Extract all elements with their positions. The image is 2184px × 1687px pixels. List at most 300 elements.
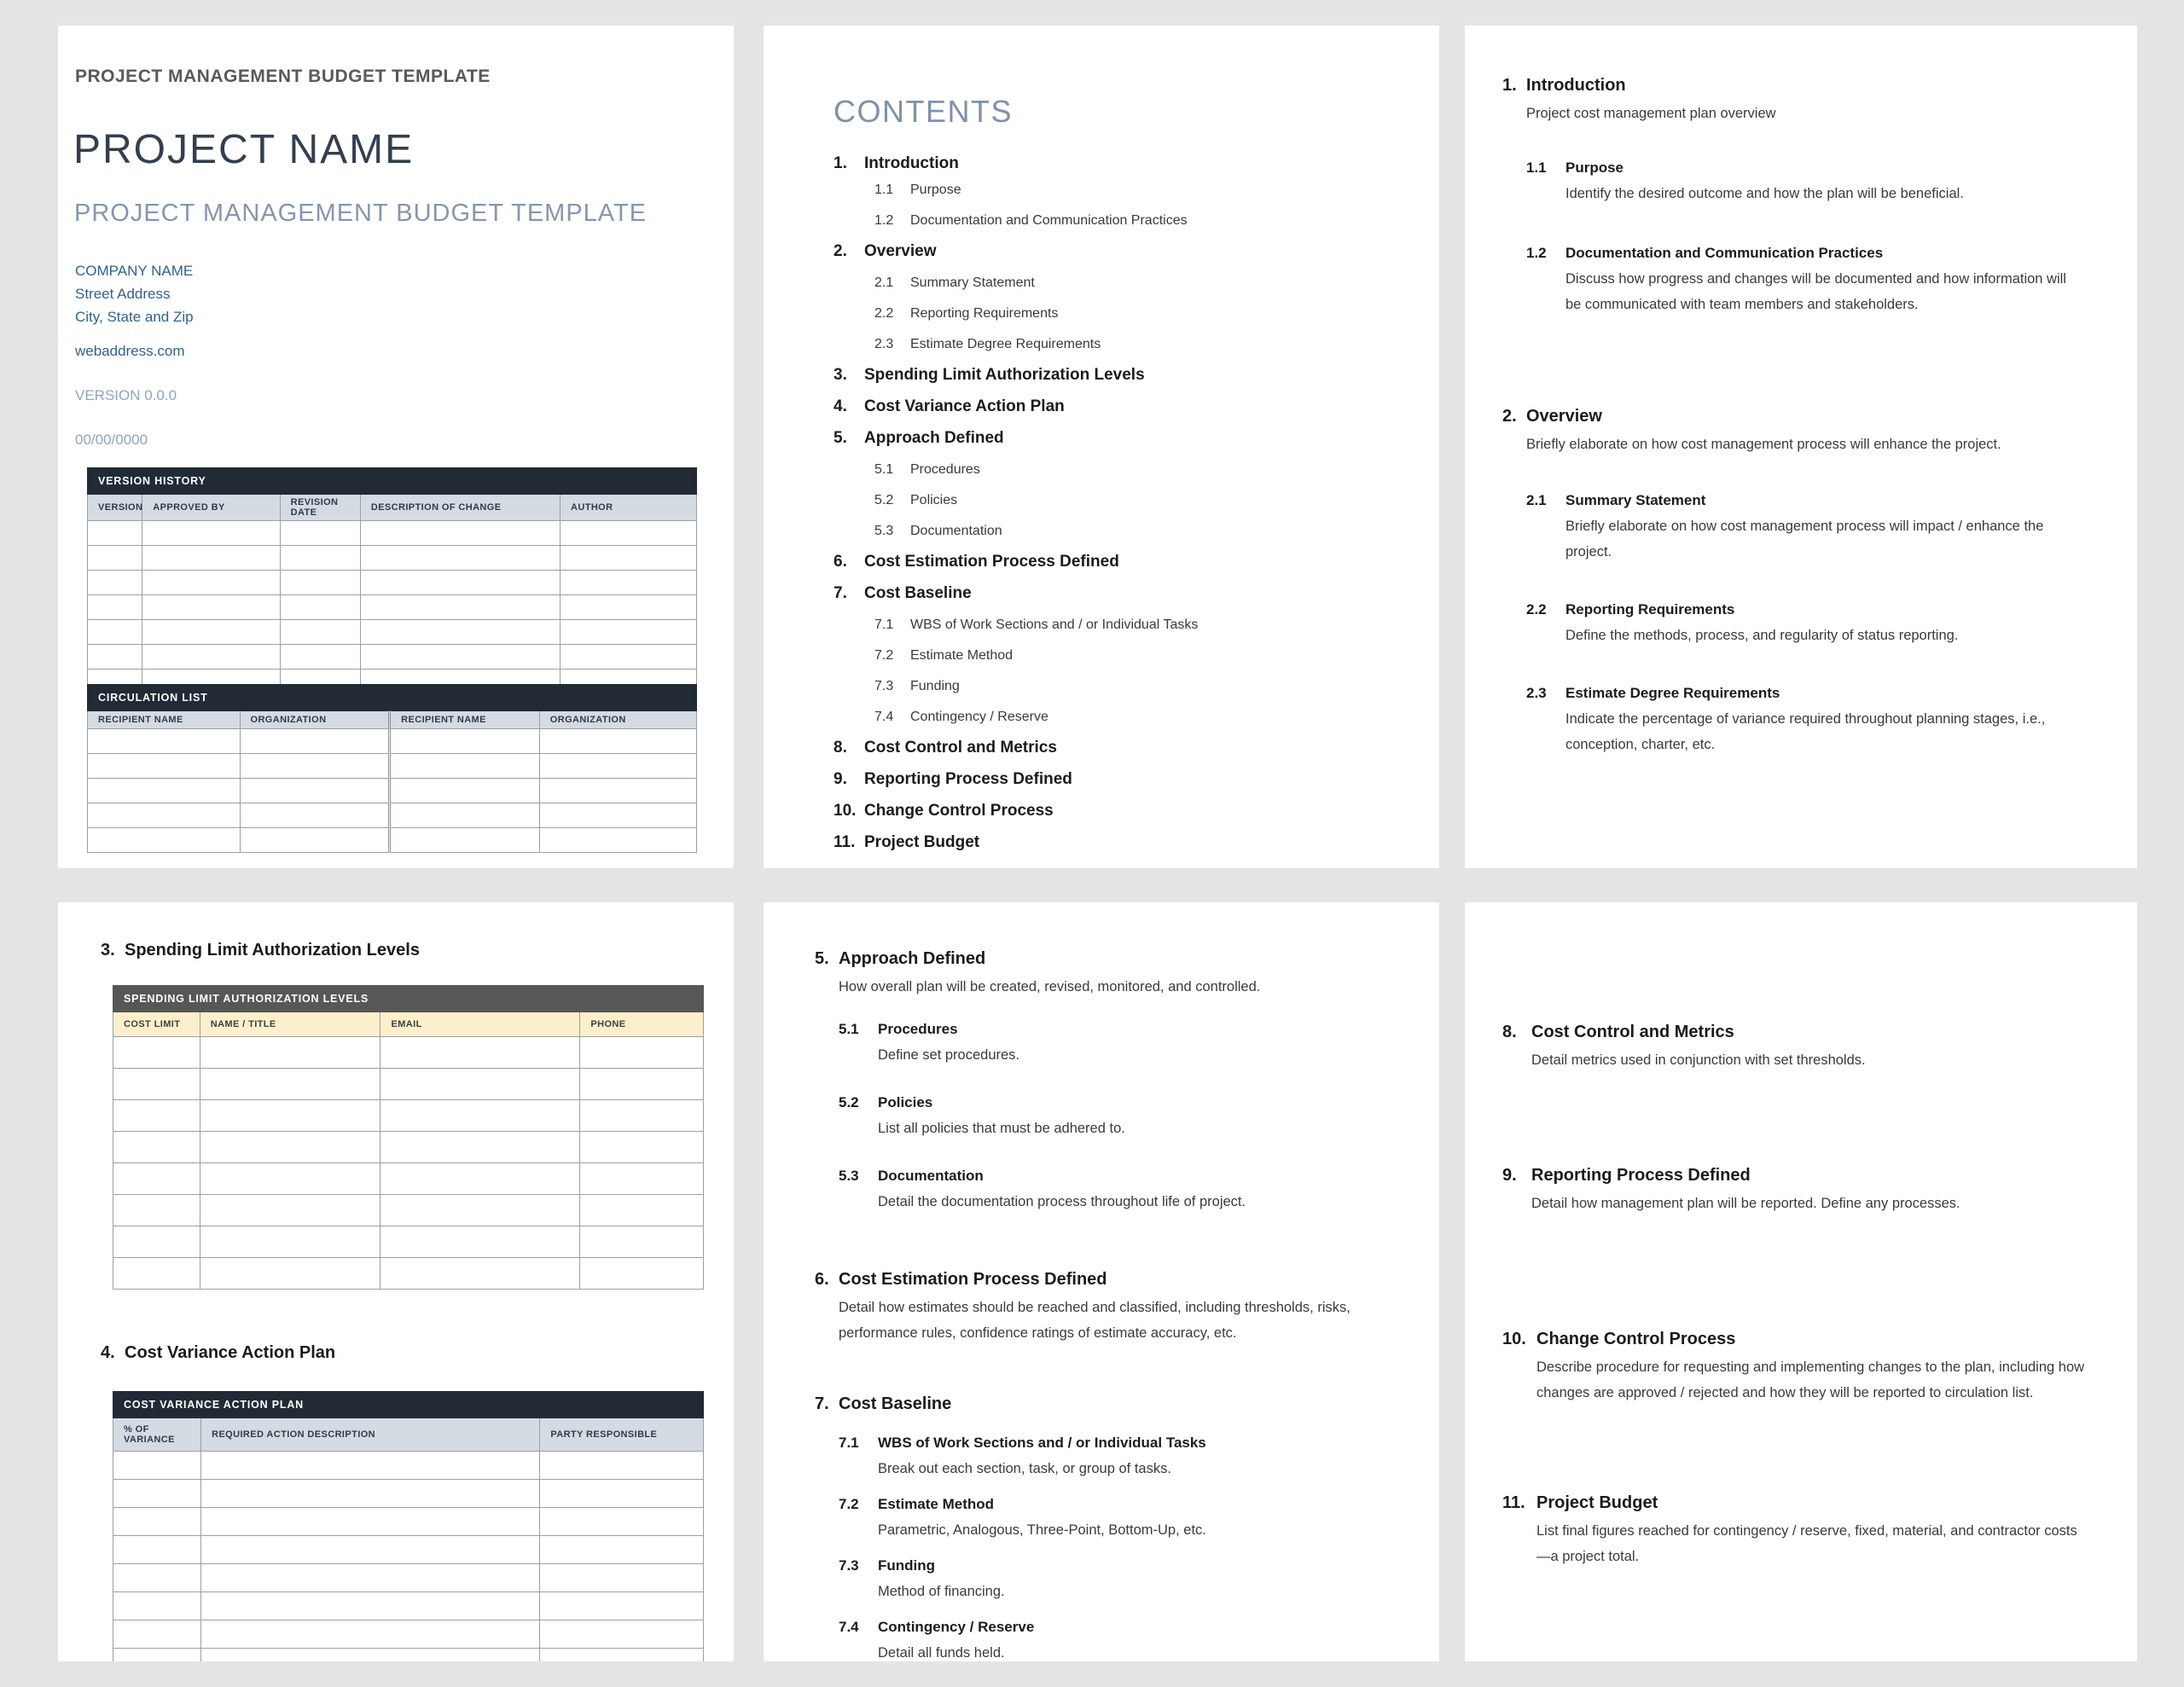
subsection-heading xyxy=(1526,600,2100,619)
table-row xyxy=(88,729,697,754)
empty-cell xyxy=(88,729,241,754)
empty-cell xyxy=(540,1452,704,1480)
subsection-title: Policies xyxy=(878,1094,933,1110)
subsection xyxy=(1526,244,2100,317)
subsection xyxy=(839,1434,1402,1481)
empty-cell xyxy=(113,1564,201,1592)
toc-number: 4. xyxy=(834,397,847,415)
subsection-title: Estimate Method xyxy=(878,1496,995,1512)
section-heading xyxy=(1502,1493,2100,1514)
subsection-heading xyxy=(1526,159,2100,177)
empty-cell xyxy=(113,1258,200,1290)
subsection-title: WBS of Work Sections and / or Individual Tasks xyxy=(878,1435,1206,1451)
toc-number: 7. xyxy=(834,584,847,602)
empty-cell xyxy=(113,1037,200,1069)
subsection xyxy=(839,1020,1402,1068)
empty-cell xyxy=(561,521,697,546)
empty-cell xyxy=(539,803,696,828)
section-heading xyxy=(815,1269,1402,1290)
subsection-number: 7.2 xyxy=(839,1496,859,1512)
empty-cell xyxy=(142,546,280,571)
toc-label: Procedures xyxy=(910,462,980,477)
empty-cell xyxy=(561,571,697,595)
toc-number: 10. xyxy=(834,802,857,820)
empty-cell xyxy=(142,645,280,670)
section-number: 9. xyxy=(1502,1166,1517,1185)
toc-subitem xyxy=(874,212,1405,230)
date-label: 00/00/0000 xyxy=(75,432,148,448)
toc-label: Funding xyxy=(910,679,960,693)
spending-limit-table xyxy=(113,985,704,1290)
section-title: Reporting Process Defined xyxy=(1531,1166,1751,1185)
toc-subitem xyxy=(874,274,1405,293)
empty-cell xyxy=(540,1564,704,1592)
column-header: VERSION xyxy=(88,495,142,521)
subsection-heading xyxy=(839,1557,1402,1575)
toc-label: Contingency / Reserve xyxy=(910,710,1048,724)
toc-label: Overview xyxy=(864,242,937,260)
toc-item xyxy=(834,397,1405,417)
subsection-number: 1.2 xyxy=(1526,245,1547,261)
empty-cell xyxy=(280,521,360,546)
table-row xyxy=(113,1620,704,1649)
section-title: Overview xyxy=(1526,407,1602,426)
subsection-body: Break out each section, task, or group of tasks. xyxy=(878,1461,1171,1476)
toc-number: 5.1 xyxy=(874,462,894,477)
section-number: 8. xyxy=(1502,1023,1517,1041)
toc-item xyxy=(834,365,1405,386)
empty-cell xyxy=(142,595,280,620)
table-header-row xyxy=(88,711,697,729)
toc-label: Cost Variance Action Plan xyxy=(864,397,1065,415)
empty-cell xyxy=(380,1163,580,1195)
column-header: RECIPIENT NAME xyxy=(88,711,241,729)
table-row xyxy=(88,779,697,803)
subsection-body: List all policies that must be adhered to. xyxy=(878,1121,1125,1136)
subsection xyxy=(839,1557,1402,1604)
section-number: 10. xyxy=(1502,1330,1526,1348)
contents-title: CONTENTS xyxy=(834,94,1013,129)
subsection-body: Briefly elaborate on how cost management process will impact / enhance the project. xyxy=(1565,519,2044,559)
empty-cell xyxy=(88,595,142,620)
subsection-heading xyxy=(839,1093,1402,1112)
toc-item xyxy=(834,241,1405,262)
empty-cell xyxy=(390,729,540,754)
empty-cell xyxy=(201,1508,540,1536)
empty-cell xyxy=(580,1037,704,1069)
toc-item xyxy=(834,428,1405,449)
section-title: Approach Defined xyxy=(839,949,986,968)
empty-cell xyxy=(113,1536,201,1564)
table-row xyxy=(113,1536,704,1564)
toc-label: Introduction xyxy=(864,154,959,172)
empty-cell xyxy=(540,1592,704,1620)
empty-cell xyxy=(88,571,142,595)
empty-cell xyxy=(201,1592,540,1620)
empty-cell xyxy=(539,754,696,779)
table-row xyxy=(113,1564,704,1592)
empty-cell xyxy=(88,620,142,645)
empty-cell xyxy=(561,620,697,645)
toc-label: Project Budget xyxy=(864,833,980,851)
table-row xyxy=(88,803,697,828)
empty-cell xyxy=(360,620,560,645)
empty-cell xyxy=(200,1100,380,1132)
column-header: EMAIL xyxy=(380,1012,580,1037)
table-row xyxy=(113,1226,704,1258)
subsection-body: Identify the desired outcome and how the plan will be beneficial. xyxy=(1565,186,1964,201)
toc-number: 7.2 xyxy=(874,648,894,663)
table-title: COST VARIANCE ACTION PLAN xyxy=(113,1392,704,1418)
empty-cell xyxy=(88,521,142,546)
table-row xyxy=(88,620,697,645)
toc-subitem xyxy=(874,335,1405,354)
company-name: COMPANY NAME xyxy=(75,263,194,279)
section-heading xyxy=(1502,406,2100,427)
empty-cell xyxy=(380,1226,580,1258)
empty-cell xyxy=(200,1132,380,1163)
toc-subitem xyxy=(874,708,1405,727)
toc-number: 5.3 xyxy=(874,524,894,538)
empty-cell xyxy=(142,620,280,645)
section-number: 7. xyxy=(815,1394,829,1413)
column-header: RECIPIENT NAME xyxy=(390,711,540,729)
empty-cell xyxy=(200,1226,380,1258)
toc-number: 2.3 xyxy=(874,337,894,351)
page-sections-1-2 xyxy=(1465,26,2137,868)
page-sections-3-4 xyxy=(58,902,734,1661)
section-heading xyxy=(1502,1022,2100,1043)
toc-label: WBS of Work Sections and / or Individual Tasks xyxy=(910,617,1199,632)
empty-cell xyxy=(539,828,696,853)
subsection-title: Purpose xyxy=(1565,159,1624,176)
table-row xyxy=(113,1452,704,1480)
table-title-band xyxy=(113,986,704,1012)
toc-label: Documentation xyxy=(910,524,1002,538)
subsection-title: Documentation and Communication Practices xyxy=(1565,245,1884,261)
empty-cell xyxy=(561,546,697,571)
subsection-number: 5.3 xyxy=(839,1168,859,1184)
empty-cell xyxy=(390,828,540,853)
toc-number: 7.1 xyxy=(874,617,894,632)
web-address: webaddress.com xyxy=(75,343,185,359)
section-title: Cost Baseline xyxy=(839,1394,952,1413)
empty-cell xyxy=(113,1132,200,1163)
empty-cell xyxy=(88,828,241,853)
empty-cell xyxy=(240,803,390,828)
table-row xyxy=(113,1132,704,1163)
empty-cell xyxy=(240,729,390,754)
empty-cell xyxy=(580,1100,704,1132)
empty-cell xyxy=(360,595,560,620)
table-row xyxy=(88,546,697,571)
empty-cell xyxy=(380,1100,580,1132)
empty-cell xyxy=(201,1620,540,1649)
empty-cell xyxy=(380,1258,580,1290)
subsection-heading xyxy=(1526,491,2100,510)
subsection xyxy=(839,1167,1402,1215)
empty-cell xyxy=(201,1452,540,1480)
section-title: Spending Limit Authorization Levels xyxy=(125,941,420,959)
table-row xyxy=(113,1649,704,1662)
table-row xyxy=(113,1037,704,1069)
subsection-title: Contingency / Reserve xyxy=(878,1619,1035,1635)
subsection-number: 2.1 xyxy=(1526,492,1547,508)
subsection-heading xyxy=(839,1434,1402,1452)
column-header: COST LIMIT xyxy=(113,1012,200,1037)
subsection xyxy=(1526,600,2100,648)
subsection-heading xyxy=(1526,244,2100,263)
toc-label: Cost Control and Metrics xyxy=(864,739,1057,757)
empty-cell xyxy=(240,754,390,779)
column-header: NAME / TITLE xyxy=(200,1012,380,1037)
table-row xyxy=(88,595,697,620)
section-body: How overall plan will be created, revised, monitored, and controlled. xyxy=(839,979,1261,994)
empty-cell xyxy=(580,1195,704,1226)
section-title: Change Control Process xyxy=(1536,1330,1736,1348)
empty-cell xyxy=(540,1649,704,1662)
subsection-title: Procedures xyxy=(878,1021,958,1037)
subsection-body: Define set procedures. xyxy=(878,1047,1020,1063)
section-body: Detail how estimates should be reached and classified, including thresholds, risks, performance rules, confidence ratings of estimate accuracy, etc. xyxy=(839,1300,1350,1341)
toc-subitem xyxy=(874,522,1405,541)
table-row xyxy=(113,1163,704,1195)
toc-subitem xyxy=(874,616,1405,635)
empty-cell xyxy=(390,754,540,779)
subsection xyxy=(1526,491,2100,565)
column-header: REVISION DATE xyxy=(280,495,360,521)
subsection-number: 5.1 xyxy=(839,1021,859,1037)
empty-cell xyxy=(142,521,280,546)
empty-cell xyxy=(201,1564,540,1592)
subsection-title: Funding xyxy=(878,1557,936,1574)
toc-number: 7.3 xyxy=(874,679,894,693)
toc-number: 2.2 xyxy=(874,306,894,321)
empty-cell xyxy=(113,1620,201,1649)
subsection-body: Detail the documentation process throughout life of project. xyxy=(878,1194,1246,1209)
section-number: 6. xyxy=(815,1270,829,1289)
table-title: SPENDING LIMIT AUTHORIZATION LEVELS xyxy=(113,986,704,1012)
empty-cell xyxy=(88,546,142,571)
empty-cell xyxy=(113,1163,200,1195)
empty-cell xyxy=(200,1195,380,1226)
toc-number: 6. xyxy=(834,553,847,571)
table-title-band xyxy=(88,468,697,495)
version-label: VERSION 0.0.0 xyxy=(75,387,177,403)
empty-cell xyxy=(380,1037,580,1069)
subsection-number: 2.2 xyxy=(1526,601,1547,617)
empty-cell xyxy=(113,1100,200,1132)
toc-subitem xyxy=(874,677,1405,696)
table-title-band xyxy=(113,1392,704,1418)
section-body: List final figures reached for contingency / reserve, fixed, material, and contractor costs—a project total. xyxy=(1536,1523,2077,1564)
empty-cell xyxy=(561,645,697,670)
empty-cell xyxy=(360,571,560,595)
empty-cell xyxy=(142,571,280,595)
empty-cell xyxy=(380,1195,580,1226)
toc-label: Approach Defined xyxy=(864,429,1004,447)
toc-label: Estimate Method xyxy=(910,648,1014,663)
empty-cell xyxy=(200,1037,380,1069)
section-title: Introduction xyxy=(1526,76,1626,95)
section-number: 11. xyxy=(1502,1493,1525,1512)
empty-cell xyxy=(200,1163,380,1195)
cost-variance-table xyxy=(113,1391,704,1661)
empty-cell xyxy=(280,620,360,645)
empty-cell xyxy=(539,779,696,803)
subsection-number: 7.3 xyxy=(839,1557,859,1574)
subsection-body: Method of financing. xyxy=(878,1584,1005,1599)
toc-label: Spending Limit Authorization Levels xyxy=(864,366,1145,384)
subsection-body: Detail all funds held. xyxy=(878,1645,1005,1661)
table-row xyxy=(113,1508,704,1536)
subsection-heading xyxy=(839,1618,1402,1637)
version-history-table xyxy=(87,467,697,694)
toc-label: Cost Estimation Process Defined xyxy=(864,553,1119,571)
toc-label: Policies xyxy=(910,493,958,507)
section-title: Project Budget xyxy=(1536,1493,1658,1512)
empty-cell xyxy=(88,754,241,779)
empty-cell xyxy=(240,828,390,853)
empty-cell xyxy=(201,1536,540,1564)
page-contents xyxy=(764,26,1439,868)
section-body: Briefly elaborate on how cost management process will enhance the project. xyxy=(1526,437,2001,452)
empty-cell xyxy=(280,645,360,670)
section-heading xyxy=(1502,1165,2100,1186)
toc-number: 2.1 xyxy=(874,275,894,290)
table-header-row xyxy=(113,1418,704,1452)
empty-cell xyxy=(201,1649,540,1662)
empty-cell xyxy=(561,595,697,620)
toc-item xyxy=(834,738,1405,758)
empty-cell xyxy=(200,1258,380,1290)
column-header: PARTY RESPONSIBLE xyxy=(540,1418,704,1452)
table-row xyxy=(113,1592,704,1620)
table-title-band xyxy=(88,685,697,711)
subsection-body: Define the methods, process, and regularity of status reporting. xyxy=(1565,628,1959,643)
toc-item xyxy=(834,154,1405,174)
empty-cell xyxy=(280,595,360,620)
column-header: % OF VARIANCE xyxy=(113,1418,201,1452)
page-cover xyxy=(58,26,734,868)
toc-label: Summary Statement xyxy=(910,275,1035,290)
empty-cell xyxy=(113,1069,200,1100)
section-number: 1. xyxy=(1502,76,1517,95)
subsection-number: 2.3 xyxy=(1526,685,1547,701)
empty-cell xyxy=(390,803,540,828)
cover-subtitle: PROJECT MANAGEMENT BUDGET TEMPLATE xyxy=(74,200,648,227)
empty-cell xyxy=(360,521,560,546)
section-title: Cost Control and Metrics xyxy=(1531,1023,1734,1041)
toc-subitem xyxy=(874,461,1405,479)
empty-cell xyxy=(540,1620,704,1649)
cover-project-name: PROJECT NAME xyxy=(73,127,415,172)
section-heading xyxy=(101,940,734,961)
toc-number: 11. xyxy=(834,833,856,851)
empty-cell xyxy=(113,1480,201,1508)
table-row xyxy=(88,645,697,670)
toc-subitem xyxy=(874,181,1405,200)
section-number: 5. xyxy=(815,949,829,968)
toc-label: Reporting Requirements xyxy=(910,306,1059,321)
subsection xyxy=(1526,684,2100,757)
circulation-list-table xyxy=(87,684,697,853)
column-header: PHONE xyxy=(580,1012,704,1037)
subsection-title: Documentation xyxy=(878,1168,984,1184)
toc-number: 5.2 xyxy=(874,493,894,507)
empty-cell xyxy=(113,1452,201,1480)
subsection xyxy=(839,1093,1402,1141)
table-title: VERSION HISTORY xyxy=(88,468,697,495)
subsection-title: Summary Statement xyxy=(1565,492,1706,508)
section-body: Detail metrics used in conjunction with set thresholds. xyxy=(1531,1052,1866,1068)
toc-number: 1. xyxy=(834,154,847,172)
table-header-row xyxy=(88,495,697,521)
empty-cell xyxy=(380,1132,580,1163)
toc-label: Documentation and Communication Practices xyxy=(910,213,1188,228)
page-sections-8-11 xyxy=(1465,902,2137,1661)
column-header: APPROVED BY xyxy=(142,495,280,521)
section-heading xyxy=(815,1394,1402,1415)
column-header: REQUIRED ACTION DESCRIPTION xyxy=(201,1418,540,1452)
section-body: Describe procedure for requesting and implementing changes to the plan, including how changes are approved / rejected and how they will be reported to circulation list. xyxy=(1536,1359,2085,1400)
subsection-number: 1.1 xyxy=(1526,159,1547,176)
toc-label: Purpose xyxy=(910,183,961,197)
empty-cell xyxy=(360,645,560,670)
table-row xyxy=(88,521,697,546)
empty-cell xyxy=(539,729,696,754)
subsection-body: Parametric, Analogous, Three-Point, Bottom-Up, etc. xyxy=(878,1522,1206,1538)
subsection-number: 7.4 xyxy=(839,1619,859,1635)
toc-number: 1.2 xyxy=(874,213,894,228)
empty-cell xyxy=(580,1258,704,1290)
table-row xyxy=(113,1100,704,1132)
table-title: CIRCULATION LIST xyxy=(88,685,697,711)
column-header: DESCRIPTION OF CHANGE xyxy=(360,495,560,521)
empty-cell xyxy=(580,1069,704,1100)
table-row xyxy=(113,1195,704,1226)
section-heading xyxy=(815,948,1402,970)
empty-cell xyxy=(113,1508,201,1536)
table-header-row xyxy=(113,1012,704,1037)
toc-label: Cost Baseline xyxy=(864,584,972,602)
empty-cell xyxy=(280,571,360,595)
empty-cell xyxy=(540,1536,704,1564)
subsection-body: Indicate the percentage of variance required throughout planning stages, i.e., conception, charter, etc. xyxy=(1565,711,2046,752)
section-heading xyxy=(1502,75,2100,96)
company-city: City, State and Zip xyxy=(75,309,194,325)
table-row xyxy=(113,1258,704,1290)
empty-cell xyxy=(88,779,241,803)
toc-item xyxy=(834,769,1405,790)
table-row xyxy=(88,571,697,595)
cover-kicker: PROJECT MANAGEMENT BUDGET TEMPLATE xyxy=(75,67,491,86)
toc-label: Change Control Process xyxy=(864,802,1054,820)
toc-number: 3. xyxy=(834,366,847,384)
subsection-heading xyxy=(1526,684,2100,703)
subsection-number: 7.1 xyxy=(839,1435,859,1451)
empty-cell xyxy=(240,779,390,803)
empty-cell xyxy=(88,645,142,670)
empty-cell xyxy=(360,546,560,571)
section-number: 3. xyxy=(101,941,115,959)
subsection-number: 5.2 xyxy=(839,1094,859,1110)
section-heading xyxy=(101,1342,734,1364)
empty-cell xyxy=(201,1480,540,1508)
empty-cell xyxy=(113,1195,200,1226)
company-street: Street Address xyxy=(75,286,171,302)
empty-cell xyxy=(88,803,241,828)
